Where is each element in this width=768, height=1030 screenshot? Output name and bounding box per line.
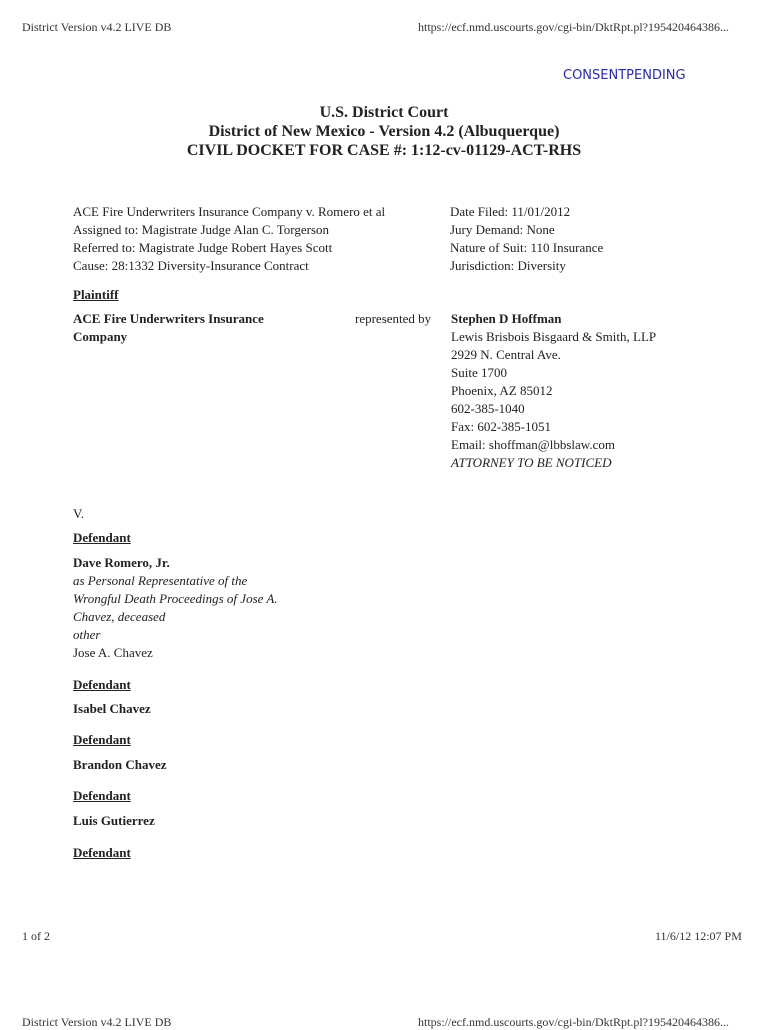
plaintiff-name-line1: ACE Fire Underwriters Insurance [73,311,264,326]
jury-demand: Jury Demand: None [450,222,555,237]
print-header-title: District Version v4.2 LIVE DB [22,20,172,34]
defendant-heading: Defendant [73,788,131,803]
attorney-address1: 2929 N. Central Ave. [451,347,561,362]
plaintiff-heading: Plaintiff [73,287,119,302]
attorney-email[interactable]: Email: shoffman@lbbslaw.com [451,437,615,452]
attorney-phone: 602-385-1040 [451,401,525,416]
district-name: District of New Mexico - Version 4.2 (Albuquerque) [208,123,560,140]
represented-by-label: represented by [355,311,432,326]
defendant-heading: Defendant [73,732,131,747]
attorney-notice: ATTORNEY TO BE NOTICED [451,455,612,470]
next-page-header-title: District Version v4.2 LIVE DB [22,1015,172,1029]
case-info-left [73,203,385,275]
attorney-firm: Lewis Brisbois Bisgaard & Smith, LLP [451,329,657,344]
defendant-name: Dave Romero, Jr. [73,555,170,570]
defendant-heading: Defendant [73,845,131,860]
defendant-heading: Defendant [73,530,131,545]
attorney-name: Stephen D Hoffman [451,311,562,326]
defendant-other-label: other [73,627,101,642]
defendant-capacity-line2: Wrongful Death Proceedings of Jose A. [73,591,278,606]
defendant-alias: Jose A. Chavez [73,645,153,660]
plaintiff-name-line2: Company [73,329,128,344]
defendant-name: Isabel Chavez [73,701,151,716]
date-filed: Date Filed: 11/01/2012 [450,204,571,219]
case-caption: ACE Fire Underwriters Insurance Company v. Romero et al [73,204,386,219]
referred-to: Referred to: Magistrate Judge Robert Hayes Scott [73,240,333,255]
print-header-url[interactable]: https://ecf.nmd.uscourts.gov/cgi-bin/DktRpt.pl?195420464386... [418,20,729,34]
court-name: U.S. District Court [319,104,449,121]
nature-of-suit: Nature of Suit: 110 Insurance [450,240,604,255]
defendant-heading: Defendant [73,677,131,692]
page-number: 1 of 2 [22,929,50,943]
next-page-header-url[interactable]: https://ecf.nmd.uscourts.gov/cgi-bin/DktRpt.pl?195420464386... [418,1015,729,1029]
attorney-city: Phoenix, AZ 85012 [451,383,553,398]
defendant-capacity-line1: as Personal Representative of the [73,573,248,588]
defendant-capacity-line3: Chavez, deceased [73,609,166,624]
defendant-name: Brandon Chavez [73,757,167,772]
versus: V. [73,506,84,521]
cause: Cause: 28:1332 Diversity-Insurance Contract [73,258,309,273]
print-timestamp: 11/6/12 12:07 PM [655,929,742,943]
docket-case-number: CIVIL DOCKET FOR CASE #: 1:12-cv-01129-ACT-RHS [186,142,582,159]
consent-pending-flag: CONSENTPENDING [563,68,686,83]
attorney-fax: Fax: 602-385-1051 [451,419,552,434]
defendant-description [73,572,278,662]
defendant-name: Luis Gutierrez [73,813,155,828]
jurisdiction: Jurisdiction: Diversity [450,258,566,273]
case-info-right [450,203,603,275]
attorney-address2: Suite 1700 [451,365,507,380]
assigned-to: Assigned to: Magistrate Judge Alan C. Torgerson [73,222,330,237]
attorney-block [451,310,656,472]
